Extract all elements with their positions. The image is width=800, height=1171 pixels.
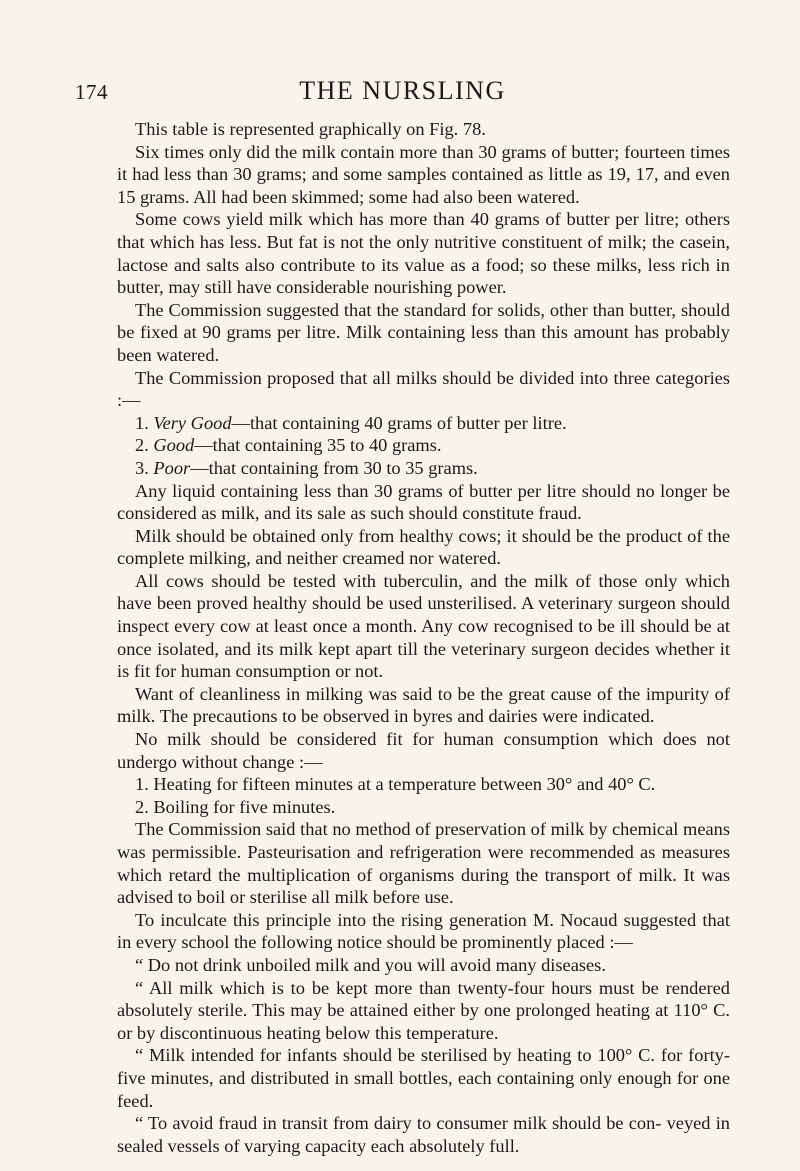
- quoted-notice: “ Milk intended for infants should be sterilised by heating to 100° C. for forty-five minutes, and distributed in small bottles, each containing only enough for one feed.: [117, 1045, 730, 1111]
- list-number: 1.: [135, 774, 154, 795]
- list-number: 1.: [135, 412, 154, 433]
- list-number: 2.: [135, 435, 154, 456]
- paragraph: All cows should be tested with tuberculin, and the milk of those only which have been proved healthy should be used unsterilised. A veterinary surgeon should inspect every cow at least once a month. Any cow recognised to be ill should be at once isolated, and its milk kept apart till the veterinary surgeon decides whether it is fit for human consumption or not.: [117, 570, 730, 682]
- paragraph: Six times only did the milk contain more than 30 grams of butter; fourteen times it had less than 30 grams; and some samples contained as little as 19, 17, and even 15 grams. All had been skimmed; some had also been watered.: [117, 141, 730, 207]
- category-name: Very Good: [153, 412, 232, 433]
- paragraph: The Commission said that no method of preservation of milk by chemical means was permissible. Pasteurisation and refrigeration were recommended as measures which retard the multiplication of organisms during the transport of milk. It was advised to boil or sterilise all milk before use.: [117, 819, 730, 908]
- page-number: 174: [75, 80, 108, 104]
- paragraph: No milk should be considered fit for human consumption which does not undergo without change :—: [117, 729, 730, 772]
- paragraph: Some cows yield milk which has more than 40 grams of butter per litre; others that which has less. But fat is not the only nutritive constituent of milk; the casein, lactose and salts also contribute to its value as a food; so these milks, less rich in butter, may still have considerable nourishing power.: [117, 209, 730, 298]
- page-header: [75, 76, 730, 112]
- category-name: Good: [153, 435, 195, 456]
- quoted-notice: “ All milk which is to be kept more than twenty-four hours must be rendered absolutely sterile. This may be attained either by one prolonged heating at 110° C. or by discontinuous heating below this temperature.: [117, 977, 730, 1043]
- list-item: 3. Poor—that containing from 30 to 35 grams.: [135, 457, 478, 478]
- body-text: [117, 118, 730, 1157]
- list-item: 1. Very Good—that containing 40 grams of butter per litre.: [135, 412, 567, 433]
- list-number: 3.: [135, 457, 154, 478]
- paragraph: This table is represented graphically on Fig. 78.: [135, 119, 486, 139]
- paragraph: The Commission suggested that the standard for solids, other than butter, should be fixed at 90 grams per litre. Milk containing less than this amount has probably been watered.: [117, 299, 730, 365]
- paragraph: The Commission proposed that all milks should be divided into three categories :—: [117, 367, 730, 411]
- paragraph: Want of cleanliness in milking was said to be the great cause of the impurity of milk. The precautions to be observed in byres and dairies were indicated.: [117, 683, 730, 727]
- category-name: Poor: [153, 457, 191, 478]
- paragraph: Milk should be obtained only from healthy cows; it should be the product of the complete milking, and neither creamed nor watered.: [117, 525, 730, 569]
- quoted-notice: “ Do not drink unboiled milk and you will avoid many diseases.: [135, 954, 606, 975]
- running-head: THE NURSLING: [299, 76, 506, 105]
- paragraph: To inculcate this principle into the rising generation M. Nocaud suggested that in every school the following notice should be prominently placed :—: [117, 909, 730, 953]
- list-item: 2. Boiling for five minutes.: [135, 796, 336, 817]
- list-item: 2. Good—that containing 35 to 40 grams.: [135, 435, 442, 456]
- paragraph: Any liquid containing less than 30 grams of butter per litre should no longer be considered as milk, and its sale as such should constitute fraud.: [117, 480, 730, 524]
- list-number: 2.: [135, 796, 154, 817]
- quoted-notice: “ To avoid fraud in transit from dairy to consumer milk should be con- veyed in sealed vessels of varying capacity each absolutely full.: [117, 1113, 730, 1156]
- list-item: 1. Heating for fifteen minutes at a temperature between 30° and 40° C.: [135, 774, 656, 795]
